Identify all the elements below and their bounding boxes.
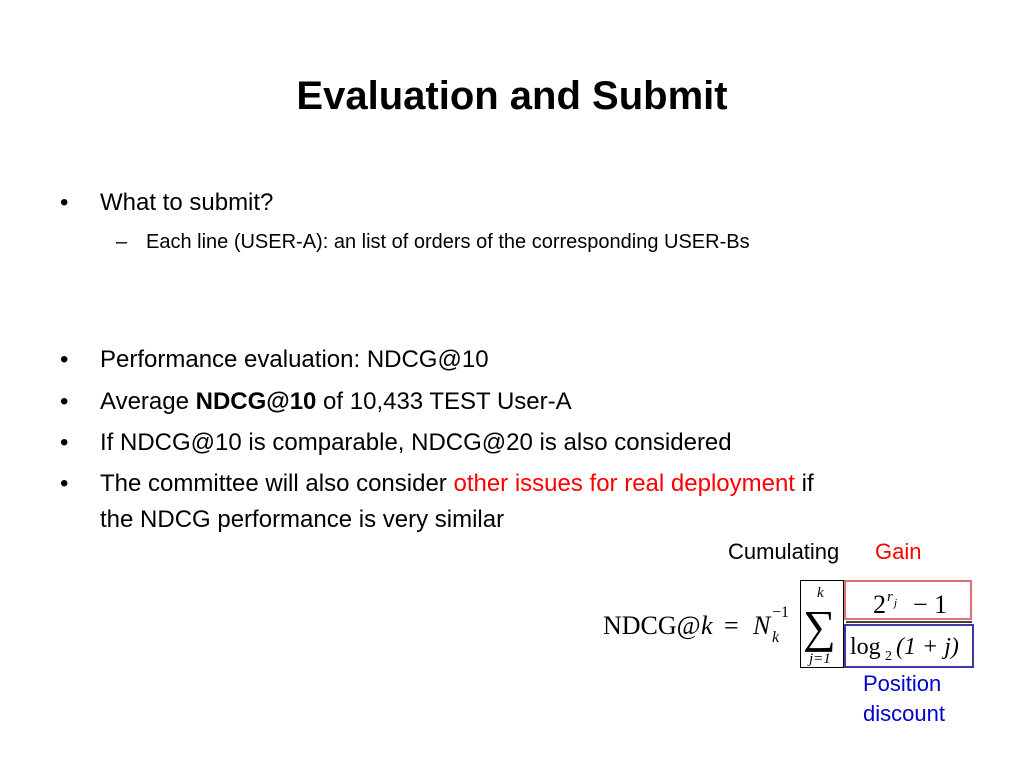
discount-label: discount — [863, 701, 945, 726]
bullet-committee-consider — [60, 466, 960, 538]
gain-label: Gain — [875, 539, 922, 564]
bullet-glyph: • — [60, 470, 69, 497]
slide-title: Evaluation and Submit — [296, 74, 728, 118]
bullet-text-line2: the NDCG performance is very similar — [100, 506, 505, 533]
discount-box — [844, 624, 974, 668]
bullet-glyph: • — [60, 388, 69, 415]
formula-sum-bottom: j=1 — [809, 651, 831, 667]
formula-num-rest: − 1 — [913, 590, 948, 619]
bullet-text: If NDCG@10 is comparable, NDCG@20 is also considered — [100, 429, 732, 456]
bullet-text: What to submit? — [100, 189, 274, 216]
bullet-text-bold: NDCG@10 — [195, 388, 317, 415]
formula-sum-top: k — [817, 585, 824, 601]
formula-lhs: NDCG@ — [603, 611, 701, 640]
bullet-text: Performance evaluation: NDCG@10 — [100, 346, 489, 373]
bullet-glyph: • — [60, 429, 69, 456]
bullet-text-red: other issues for real deployment — [453, 470, 795, 497]
formula-N: N — [753, 611, 771, 640]
formula-N-sub: k — [772, 629, 780, 646]
cumulating-label: Cumulating — [728, 539, 840, 564]
bullet-glyph: • — [60, 189, 69, 216]
position-label: Position — [863, 671, 942, 696]
bullet-text — [100, 466, 960, 538]
formula-den-log: log — [850, 634, 881, 660]
bullet-performance-evaluation — [60, 342, 960, 378]
bullet-glyph: • — [60, 346, 69, 373]
formula-N-sup: −1 — [772, 604, 790, 621]
formula-equals: = — [724, 611, 739, 640]
sub-bullet-each-line — [116, 227, 976, 257]
gain-box — [844, 580, 972, 620]
bullet-text-post: of 10,433 TEST User-A — [316, 388, 572, 415]
formula-num-exp: r — [887, 589, 893, 605]
formula-num-base: 2 — [873, 590, 886, 619]
bullet-what-to-submit — [60, 185, 960, 221]
sum-box — [800, 580, 844, 668]
sub-bullet-glyph: – — [116, 231, 128, 253]
formula-k: k — [701, 611, 713, 640]
formula-num-exp-sub: j — [894, 597, 898, 609]
formula-den-log-sub: 2 — [885, 649, 892, 664]
bullet-ndcg20-considered — [60, 425, 960, 461]
formula-sum: ∑ — [803, 601, 836, 652]
bullet-text-post: if — [794, 470, 814, 497]
sub-bullet-text: Each line (USER-A): an list of orders of the corresponding USER-Bs — [146, 231, 750, 253]
bullet-text-pre: The committee will also consider — [100, 470, 454, 497]
bullet-text-pre: Average — [100, 388, 196, 415]
formula-den-arg: (1 + j) — [896, 634, 959, 660]
bullet-text — [100, 384, 960, 420]
bullet-average-ndcg — [60, 384, 960, 420]
